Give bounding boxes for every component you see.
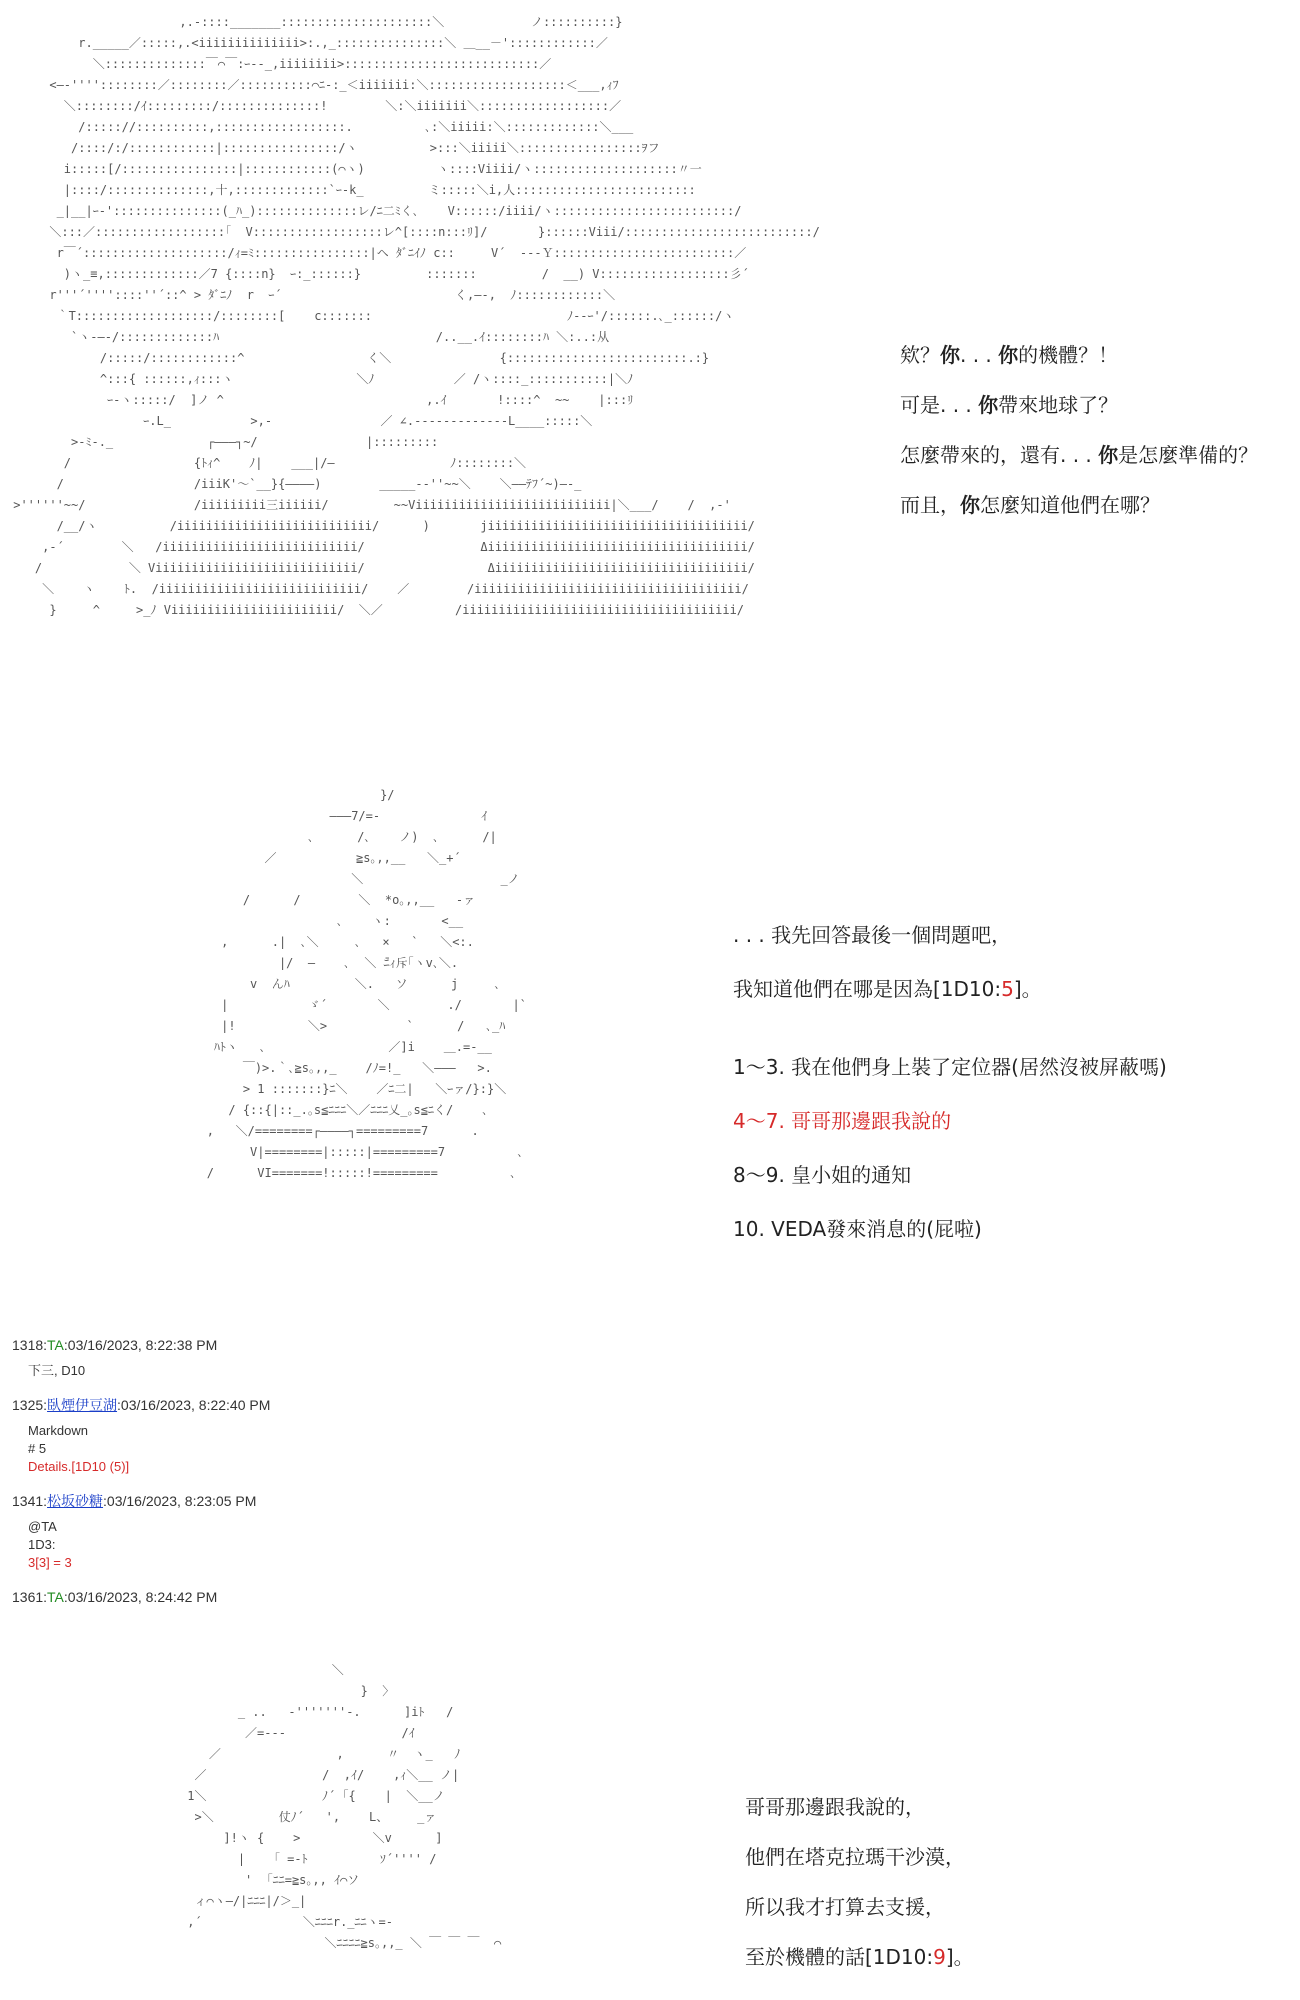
- post-text-line: Markdown: [28, 1423, 88, 1438]
- post-text-line: # 5: [28, 1441, 47, 1456]
- post-text-line: 1D3:: [28, 1537, 56, 1552]
- poster-name: TA: [47, 1337, 64, 1353]
- option-line: 1～3. 我在他們身上裝了定位器(居然沒被屏蔽嗎): [733, 1055, 1167, 1079]
- post-header: [12, 1588, 912, 1606]
- dialog-line: 至於機體的話[1D10:9]。: [745, 1945, 974, 1969]
- option-line: 10. VEDA發來消息的(屁啦): [733, 1217, 982, 1241]
- post-text-line: 下三, D10: [28, 1363, 86, 1378]
- dialog-line: 可是. . . 你帶來地球了？: [900, 393, 1119, 417]
- dialog-line: 所以我才打算去支援，: [745, 1895, 945, 1919]
- post-timestamp: :03/16/2023, 8:24:42 PM: [63, 1589, 218, 1605]
- ascii-art-panel-1: ,.-::::_______:::::::::::::::::::::＼ ノ::::::::::} r._____／:::::,.<iiiiiiiiiiiiii>:.,_:::::::::::::::＼ ＿__－'::::::::::::／ ＼::::::::::::::￣⌒￣:ｰ--_,iiiiiiii>:::::::::::::::::::::::::::／ <―-''''::::::::／::::::::／::::::::::⌒ﾆ-:_＜iiiiiii:＼:::::::::::::::::::＜___,ｨﾌ ＼::::::::/ｲ:::::::::/::::::::::::::! ＼:＼iiiiiii＼::::::::::::::::::／ /::::://::::::::::,::::::::::::::::::. ､:＼iiiii:＼:::::::::::::＼___ /::::/:/::::::::::::|::::::::::::::::/ヽ >:::＼iiiii＼:::::::::::::::::ｦフ i:::::[/::::::::::::::::|::::::::::::(⌒ヽ) ヽ::::Viiii/ヽ::::::::::::::::::::〃一 |::::/::::::::::::::,十,:::::::::::::`ｰ-k_ ミ:::::＼i,人::::::::::::::::::::::::: _|__|ｰ-':::::::::::::::(_ﾊ_)::::::::::::::レ/ﾆ二ﾐく､ V::::::/iiii/ヽ:::::::::::::::::::::::::/ ＼:::／::::::::::::::::::｢ V::::::::::::::::::レ^[::::n:::ﾘ]/ }::::::Viii/::::::::::::::::::::::::::/ r￣´::::::::::::::::::::/ｨ=ﾐ::::::::::::::::|ヘ ﾀﾞﾆｲﾉ c:: V´ ---Ｙ:::::::::::::::::::::::::／ )ヽ_≡,:::::::::::::／7 {::::n} ｰ:_::::::} ::::::: / __) V::::::::::::::::::彡´ r'''´''''::::''´::^ > ﾀﾞﾆﾉ r ｰ´ く,―-, ﾉ::::::::::::＼ ｀T:::::::::::::::::::/::::::::[ c::::::: ﾉ--ｰ'/::::::.､_::::::/ヽ `ヽ-―-/:::::::::::::ﾊ /..__.ｲ::::::::ﾊ ＼:..:从 /:::::/::::::::::::^ く＼ {:::::::::::::::::::::::::.:} ^:::{ ::::::,ｨ:::ヽ ＼ﾉ ／ /ヽ::::_:::::::::::|＼ﾉ ｰ-ヽ:::::/ ]ノ ^ ,.ｲ !::::^ ~~ |:::ﾘ ｰ.L_ >,- ／ ∠.-------------L____:::::＼ >-ﾐ-._ ┌―――┐~/ |::::::::: / {ﾄｨ^ ﾉ| ___|/― ﾉ::::::::＼ / /iiiK'～`__}{――――) _____--''~~＼ ＼――ﾃﾌ´~)―-_ >''''''~~/ /iiiiiiiii三iiiiii/ ~~Viiiiiiiiiiiiiiiiiiiiiiiiiii|＼___/ / ,-' /__/ヽ /iiiiiiiiiiiiiiiiiiiiiiiiiii/ ) jiiiiiiiiiiiiiiiiiiiiiiiiiiiiiiiiiiii/ ,-´ ＼ /iiiiiiiiiiiiiiiiiiiiiiiiiii/ Δiiiiiiiiiiiiiiiiiiiiiiiiiiiiiiiiiiii/ / ＼ Viiiiiiiiiiiiiiiiiiiiiiiiiiii/ Δiiiiiiiiiiiiiiiiiiiiiiiiiiiiiiiiiii/ ＼ ヽ ﾄ. /iiiiiiiiiiiiiiiiiiiiiiiiiiii/ ／ /iiiiiiiiiiiiiiiiiiiiiiiiiiiiiiiiiiiii/ } ^ >_ﾉ Viiiiiiiiiiiiiiiiiiiiiii/ ＼／ /iiiiiiiiiiiiiiiiiiiiiiiiiiiiiiiiiiiiii/: [13, 15, 820, 617]
- dialog-block-3: [745, 1792, 974, 1992]
- post-header: [12, 1492, 912, 1510]
- ascii-art-panel-3: ＼ } 〉 _ .. -'''''''-. ]iﾄ / ／=--- /ｲ ／ , 〃 ヽ_ ﾉ ／ / ,ｲ/ ,ｨ＼__ ノ| 1＼ ﾉ´ ｢{ | ＼__ノ >＼ 仗ﾉ´ ', L、 _ァ ]!ヽ { > ＼v ] | ｢ =-ﾄ ｿ´'''' / ' ｢ﾆﾆ=≧s｡,, ｲ⌒ソ ィ⌒ヽ―/|ﾆﾆﾆ|/＞_| ,´ ＼ﾆﾆﾆr._ﾆﾆヽ=- ＼ﾆﾆﾆﾆ≧s｡,,_ ＼ ￣ ￣ ￣ ⌒: [187, 1663, 502, 1950]
- dice-result: 9: [933, 1945, 946, 1969]
- post-text-line: @TA: [28, 1519, 57, 1534]
- poster-name: TA: [47, 1589, 64, 1605]
- post-body: [12, 1518, 912, 1572]
- post-body: [12, 1422, 912, 1476]
- dialog-block-1: [900, 340, 1258, 540]
- post-number: 1318:: [12, 1337, 48, 1353]
- post-body: [12, 1362, 912, 1380]
- post-number: 1325:: [12, 1397, 48, 1413]
- poster-name[interactable]: 臥煙伊豆湖: [47, 1397, 118, 1413]
- dialog-line: 而且，你怎麼知道他們在哪？: [900, 493, 1160, 517]
- dialog-line: 哥哥那邊跟我說的，: [745, 1795, 925, 1819]
- post-header: [12, 1396, 912, 1414]
- post-number: 1341:: [12, 1493, 48, 1509]
- dice-roll-line: Details.[1D10 (5)]: [28, 1459, 130, 1474]
- post-timestamp: :03/16/2023, 8:23:05 PM: [103, 1493, 257, 1509]
- option-line: 8～9. 皇小姐的通知: [733, 1163, 912, 1187]
- option-line-selected: 4～7. 哥哥那邊跟我說的: [733, 1109, 952, 1133]
- dialog-line: 他們在塔克拉瑪干沙漠，: [745, 1845, 965, 1869]
- poster-name[interactable]: 松坂砂糖: [47, 1493, 104, 1509]
- post-timestamp: :03/16/2023, 8:22:38 PM: [63, 1337, 218, 1353]
- dice-roll-line: 3[3] = 3: [28, 1555, 72, 1570]
- post-timestamp: :03/16/2023, 8:22:40 PM: [117, 1397, 271, 1413]
- post-number: 1361:: [12, 1589, 48, 1605]
- dialog-line: 欸？你. . . 你的機體？！: [900, 343, 1119, 367]
- post-header: [12, 1336, 912, 1354]
- dialog-line: 我知道他們在哪是因為[1D10:5]。: [733, 977, 1042, 1001]
- dialog-block-2: [733, 920, 1167, 1268]
- dialog-line: 怎麼帶來的，還有. . . 你是怎麼準備的？: [900, 443, 1259, 467]
- ascii-art-panel-2: }/ ―――7/=- ｲ ､ /､ ノ) ､ /| ／ ≧s｡,,__ ＼_+´ ＼ _ノ / / ＼ *o｡,,__ -ァ ､ ヽ: <__ , .| ､＼ ､ × ` ＼<:. |/ ― ､ ＼ ̄ﾆｨ斥｢ヽv､＼. v んﾊ ＼. ソ j ､ | ゞ´ ＼ ./ |` |! ＼> ` / ､_ﾊ ﾊﾄヽ ､ ／]i ＿.=-__ ￣)>.｀､≧s｡,,_ /ﾉ=!_ ＼――― >. > 1 :::::::}ﾆ＼ ／ﾆ二| ＼ｰァ/}:}＼ / {::{|::_.｡s≦ﾆﾆﾆ＼／ﾆﾆﾆ乂_｡s≦ﾆく/ ､ , ＼/========┌――――┐=========7 . V|========|:::::|=========7 ､ / VI=======!:::::!========= ､: [206, 788, 527, 1180]
- dice-result: 5: [1001, 977, 1014, 1001]
- forum-posts: [12, 1336, 912, 1622]
- dialog-line: . . . 我先回答最後一個問題吧，: [733, 923, 1012, 947]
